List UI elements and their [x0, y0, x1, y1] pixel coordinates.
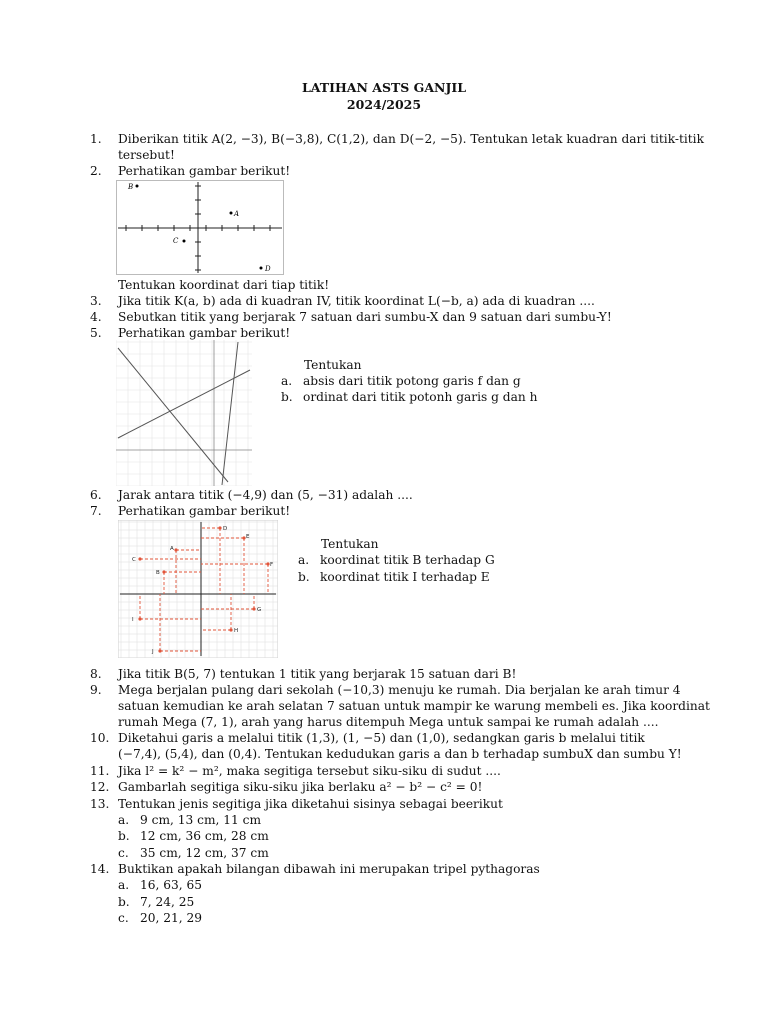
- page-year: 2024/2025: [346, 97, 422, 112]
- grid-point-label-g: G: [257, 607, 262, 613]
- question-10-cont: (−7,4), (5,4), dan (0,4). Tentukan kedudukan garis a dan b terhadap sumbuX dan sumbu Y!: [118, 747, 682, 761]
- question-text: Perhatikan gambar berikut!: [118, 164, 291, 178]
- question-number: 6.: [90, 488, 102, 502]
- question-text: Jarak antara titik (−4,9) dan (5, −31) adalah ....: [118, 488, 413, 502]
- question-text: Sebutkan titik yang berjarak 7 satuan dari sumbu-X dan 9 satuan dari sumbu-Y!: [118, 310, 612, 324]
- point-label-b: B: [128, 183, 134, 191]
- option-label: c.: [118, 911, 129, 925]
- point-label-d: D: [265, 265, 271, 273]
- question-number: 3.: [90, 294, 102, 308]
- option-label: b.: [298, 570, 310, 584]
- question-text: Buktikan apakah bilangan dibawah ini merupakan tripel pythagoras: [118, 862, 540, 876]
- question-2-instruction: Tentukan koordinat dari tiap titik!: [118, 278, 330, 292]
- question-number: 5.: [90, 326, 102, 340]
- option-label: a.: [298, 553, 310, 567]
- q7-tentukan: Tentukan: [321, 537, 379, 551]
- option-label: c.: [118, 846, 129, 860]
- grid-point-label-a: A: [170, 546, 174, 552]
- option-label: a.: [281, 374, 293, 388]
- question-number: 4.: [90, 310, 102, 324]
- question-text: Diberikan titik A(2, −3), B(−3,8), C(1,2), dan D(−2, −5). Tentukan letak kuadran dari titik-titik: [118, 132, 704, 146]
- page-title: LATIHAN ASTS GANJIL: [302, 80, 466, 95]
- question-number: 10.: [90, 731, 110, 745]
- question-number: 7.: [90, 504, 102, 518]
- option-text: 7, 24, 25: [140, 895, 195, 909]
- figure-q2-coordinate-plane: [116, 180, 284, 275]
- option-label: b.: [118, 829, 130, 843]
- point-label-c: C: [173, 237, 179, 245]
- option-text: ordinat dari titik potonh garis g dan h: [303, 390, 538, 404]
- grid-point-label-d: D: [223, 526, 228, 532]
- grid-point-label-h: H: [234, 628, 239, 634]
- option-label: a.: [118, 878, 130, 892]
- question-text: Jika l² = k² − m², maka segitiga tersebut siku-siku di sudut ....: [118, 764, 501, 778]
- option-text: koordinat titik B terhadap G: [320, 553, 495, 567]
- question-number: 12.: [90, 780, 110, 794]
- grid-point-label-e: E: [246, 534, 250, 540]
- grid-point-label-i: I: [132, 617, 134, 623]
- question-text: Mega berjalan pulang dari sekolah (−10,3) menuju ke rumah. Dia berjalan ke arah timur 4: [118, 683, 681, 697]
- figure-q7-grid-points: [118, 520, 278, 658]
- question-number: 14.: [90, 862, 110, 876]
- question-number: 9.: [90, 683, 102, 697]
- question-text: Tentukan jenis segitiga jika diketahui sisinya sebagai beerikut: [118, 797, 503, 811]
- point-label-a: A: [234, 210, 240, 218]
- question-9-cont-2: rumah Mega (7, 1), arah yang harus ditempuh Mega untuk sampai ke rumah adalah ....: [118, 715, 659, 729]
- q5-tentukan: Tentukan: [304, 358, 362, 372]
- option-label: a.: [118, 813, 130, 827]
- question-number: 1.: [90, 132, 102, 146]
- option-text: 35 cm, 12 cm, 37 cm: [140, 846, 269, 860]
- option-text: 12 cm, 36 cm, 28 cm: [140, 829, 269, 843]
- question-1-cont: tersebut!: [118, 148, 175, 162]
- option-text: absis dari titik potong garis f dan g: [303, 374, 521, 388]
- question-text: Perhatikan gambar berikut!: [118, 326, 291, 340]
- option-text: 16, 63, 65: [140, 878, 203, 892]
- grid-point-label-b: B: [156, 570, 160, 576]
- grid-point-label-j: J: [152, 649, 154, 655]
- question-text: Gambarlah segitiga siku-siku jika berlaku a² − b² − c² = 0!: [118, 780, 483, 794]
- question-text: Jika titik K(a, b) ada di kuadran IV, titik koordinat L(−b, a) ada di kuadran ....: [118, 294, 595, 308]
- figure-q5-lines-graph: [116, 340, 252, 486]
- option-label: b.: [118, 895, 130, 909]
- option-label: b.: [281, 390, 293, 404]
- grid-point-label-f: F: [270, 562, 274, 568]
- question-number: 13.: [90, 797, 110, 811]
- option-text: 9 cm, 13 cm, 11 cm: [140, 813, 262, 827]
- question-number: 2.: [90, 164, 102, 178]
- option-text: 20, 21, 29: [140, 911, 203, 925]
- question-text: Diketahui garis a melalui titik (1,3), (1, −5) dan (1,0), sedangkan garis b melalui titik: [118, 731, 645, 745]
- grid-point-label-c: C: [132, 557, 136, 563]
- question-text: Jika titik B(5, 7) tentukan 1 titik yang berjarak 15 satuan dari B!: [118, 667, 517, 681]
- question-9-cont-1: satuan kemudian ke arah selatan 7 satuan untuk mampir ke warung membeli es. Jika koordinat: [118, 699, 710, 713]
- question-number: 8.: [90, 667, 102, 681]
- option-text: koordinat titik I terhadap E: [320, 570, 490, 584]
- question-text: Perhatikan gambar berikut!: [118, 504, 291, 518]
- question-number: 11.: [90, 764, 110, 778]
